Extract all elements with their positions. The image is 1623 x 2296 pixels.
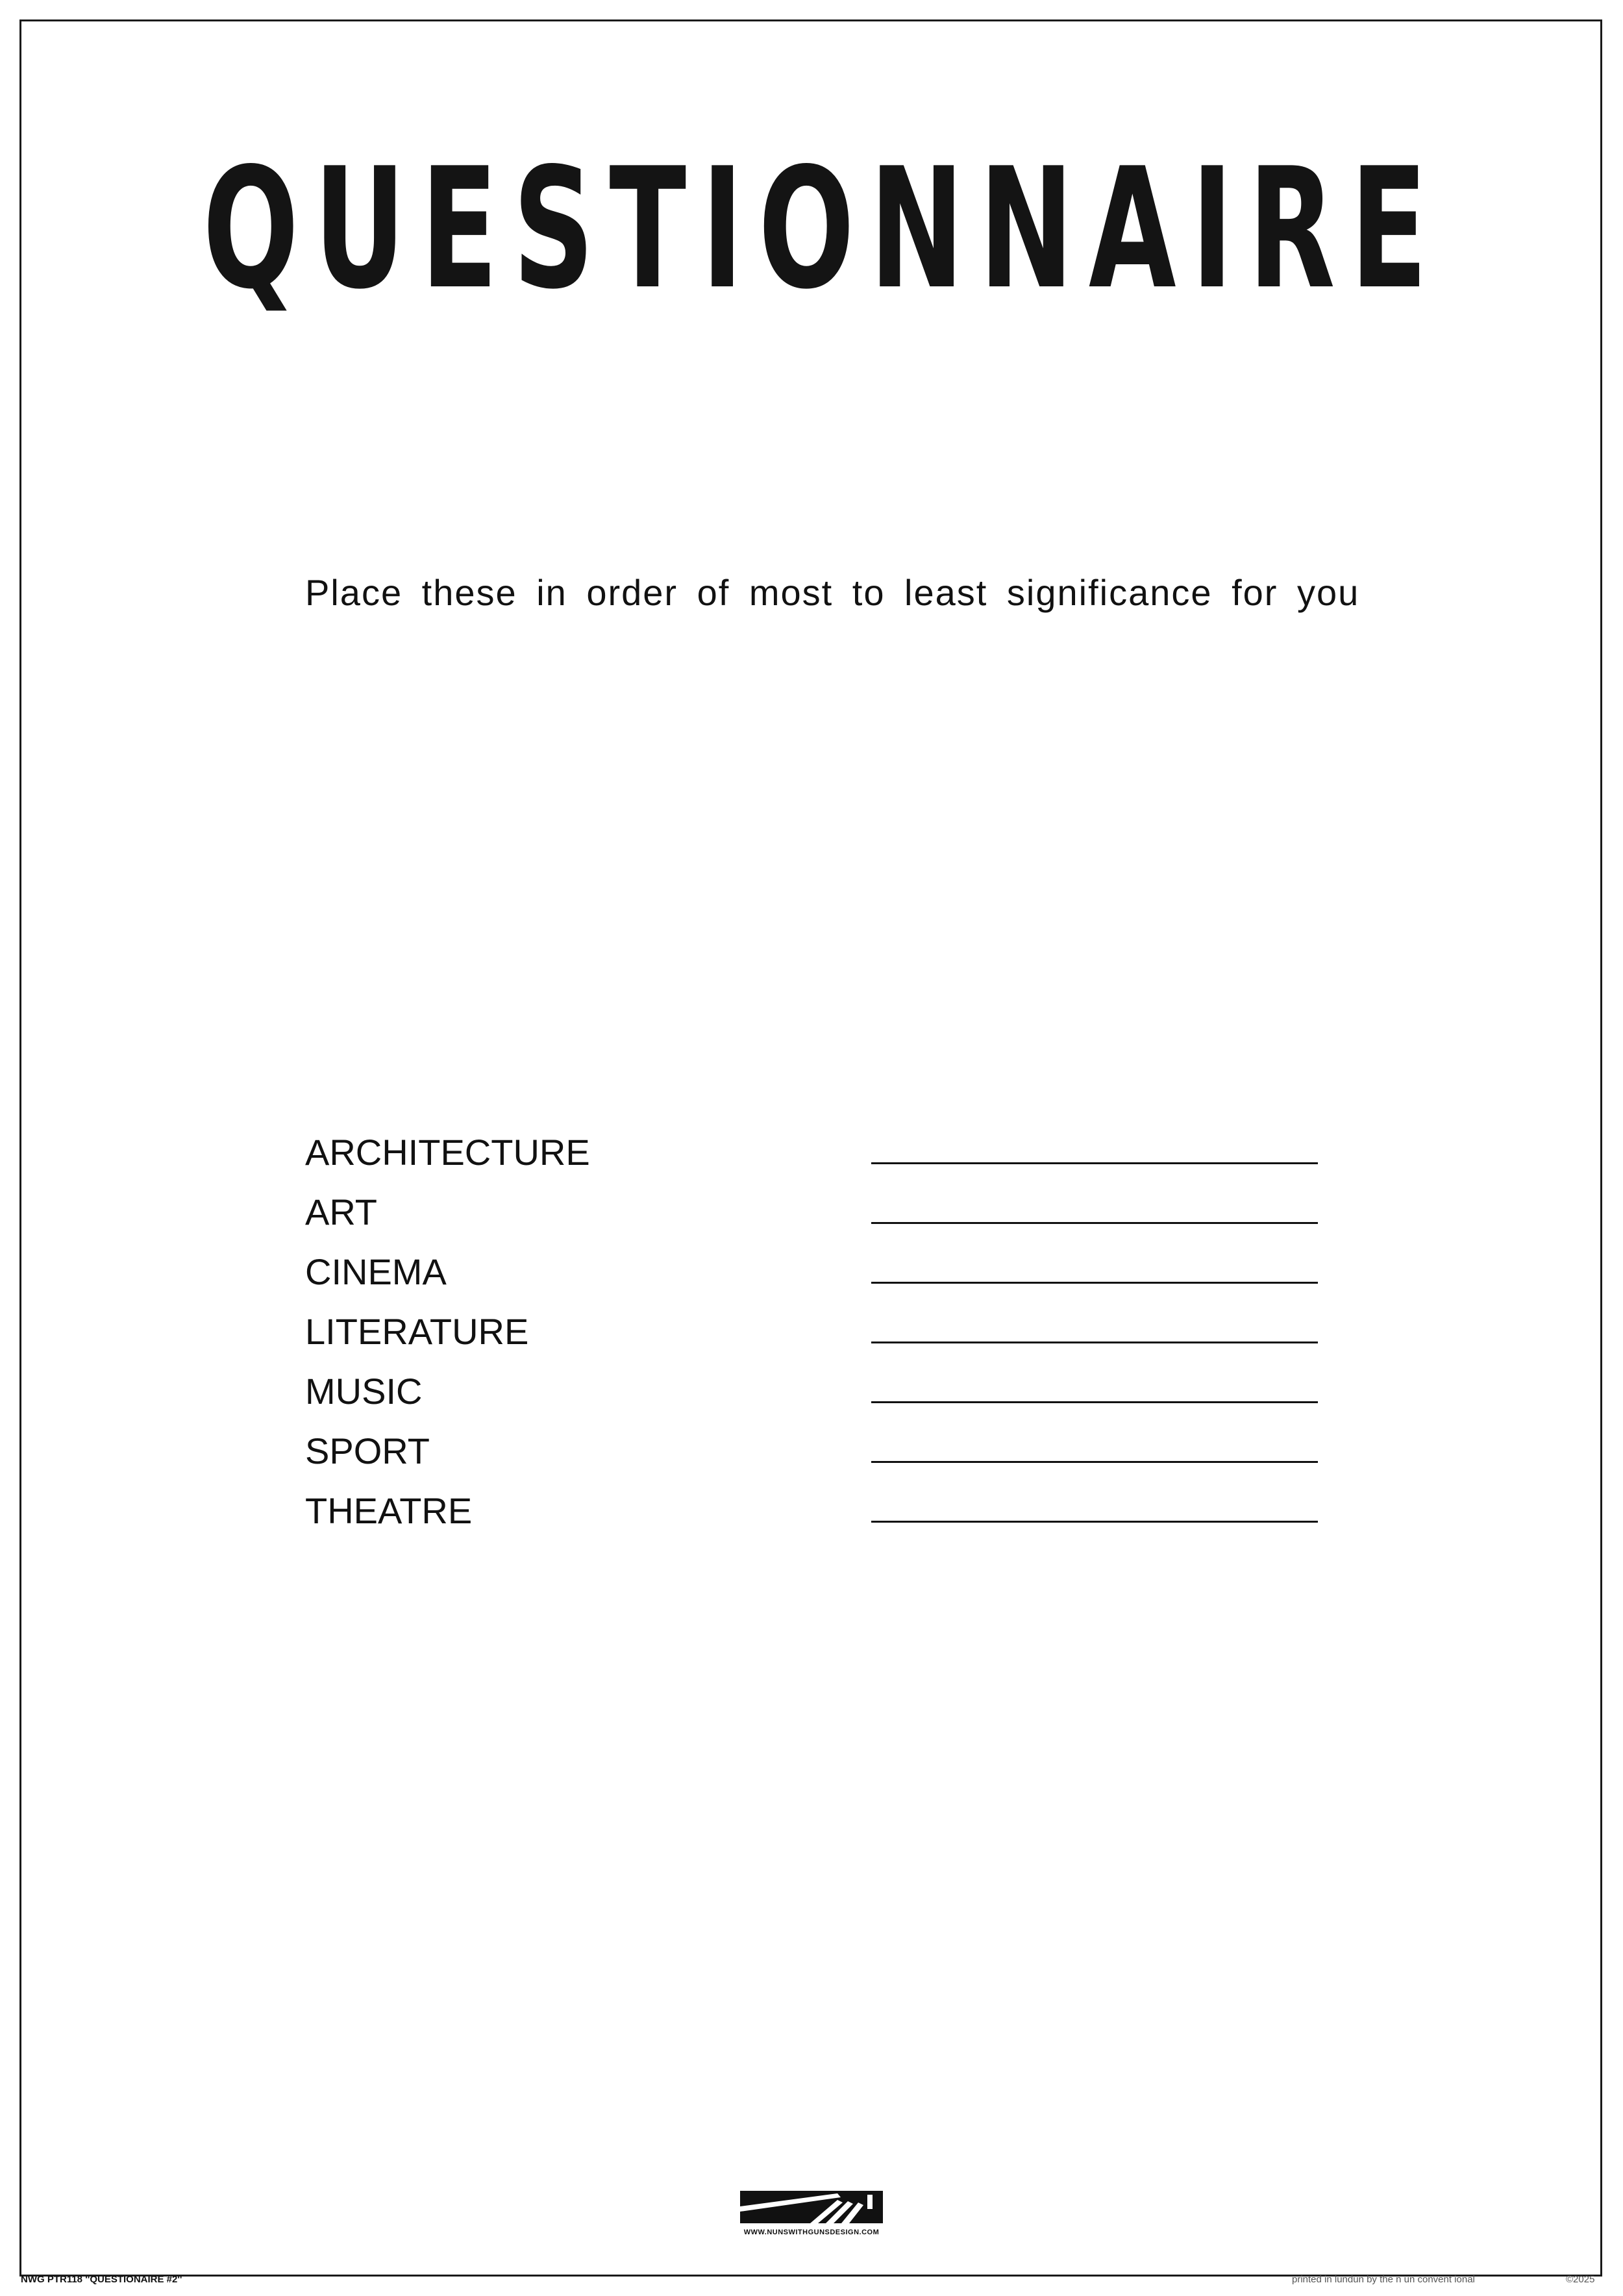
ranking-item-label: LITERATURE — [305, 1311, 529, 1352]
poster-title — [0, 132, 1623, 326]
ranking-item-label: THEATRE — [305, 1490, 473, 1531]
ranking-item-label: ARCHITECTURE — [305, 1132, 590, 1173]
answer-line — [871, 1162, 1318, 1164]
ranking-row — [305, 1129, 1318, 1188]
footer-product-code: NWG PTR118 ''QUESTIONAIRE #2'' — [21, 2274, 182, 2285]
ranking-item-label: MUSIC — [305, 1371, 423, 1412]
footer-printer-credit: printed in lundun by the n un convent ional — [1292, 2274, 1475, 2285]
answer-line — [871, 1341, 1318, 1343]
nuns-with-guns-logo-icon — [740, 2191, 883, 2234]
answer-line — [871, 1401, 1318, 1403]
ranking-row — [305, 1367, 1318, 1427]
ranking-item-label: ART — [305, 1192, 377, 1232]
ranking-row — [305, 1308, 1318, 1367]
ranking-row — [305, 1248, 1318, 1308]
ranking-list — [305, 1129, 1318, 1547]
instruction-text: Place these in order of most to least significance for you — [305, 572, 1360, 613]
ranking-item-label: CINEMA — [305, 1251, 447, 1292]
answer-line — [871, 1521, 1318, 1523]
ranking-row — [305, 1487, 1318, 1547]
website-url: WWW.NUNSWITHGUNSDESIGN.COM — [743, 2228, 880, 2236]
answer-line — [871, 1461, 1318, 1463]
answer-line — [871, 1282, 1318, 1284]
ranking-item-label: SPORT — [305, 1430, 430, 1471]
ranking-row — [305, 1427, 1318, 1487]
poster-title-text: QUESTIONNAIRE — [203, 132, 1443, 326]
ranking-row — [305, 1188, 1318, 1248]
answer-line — [871, 1222, 1318, 1224]
footer-copyright: ©2025 — [1566, 2274, 1595, 2285]
